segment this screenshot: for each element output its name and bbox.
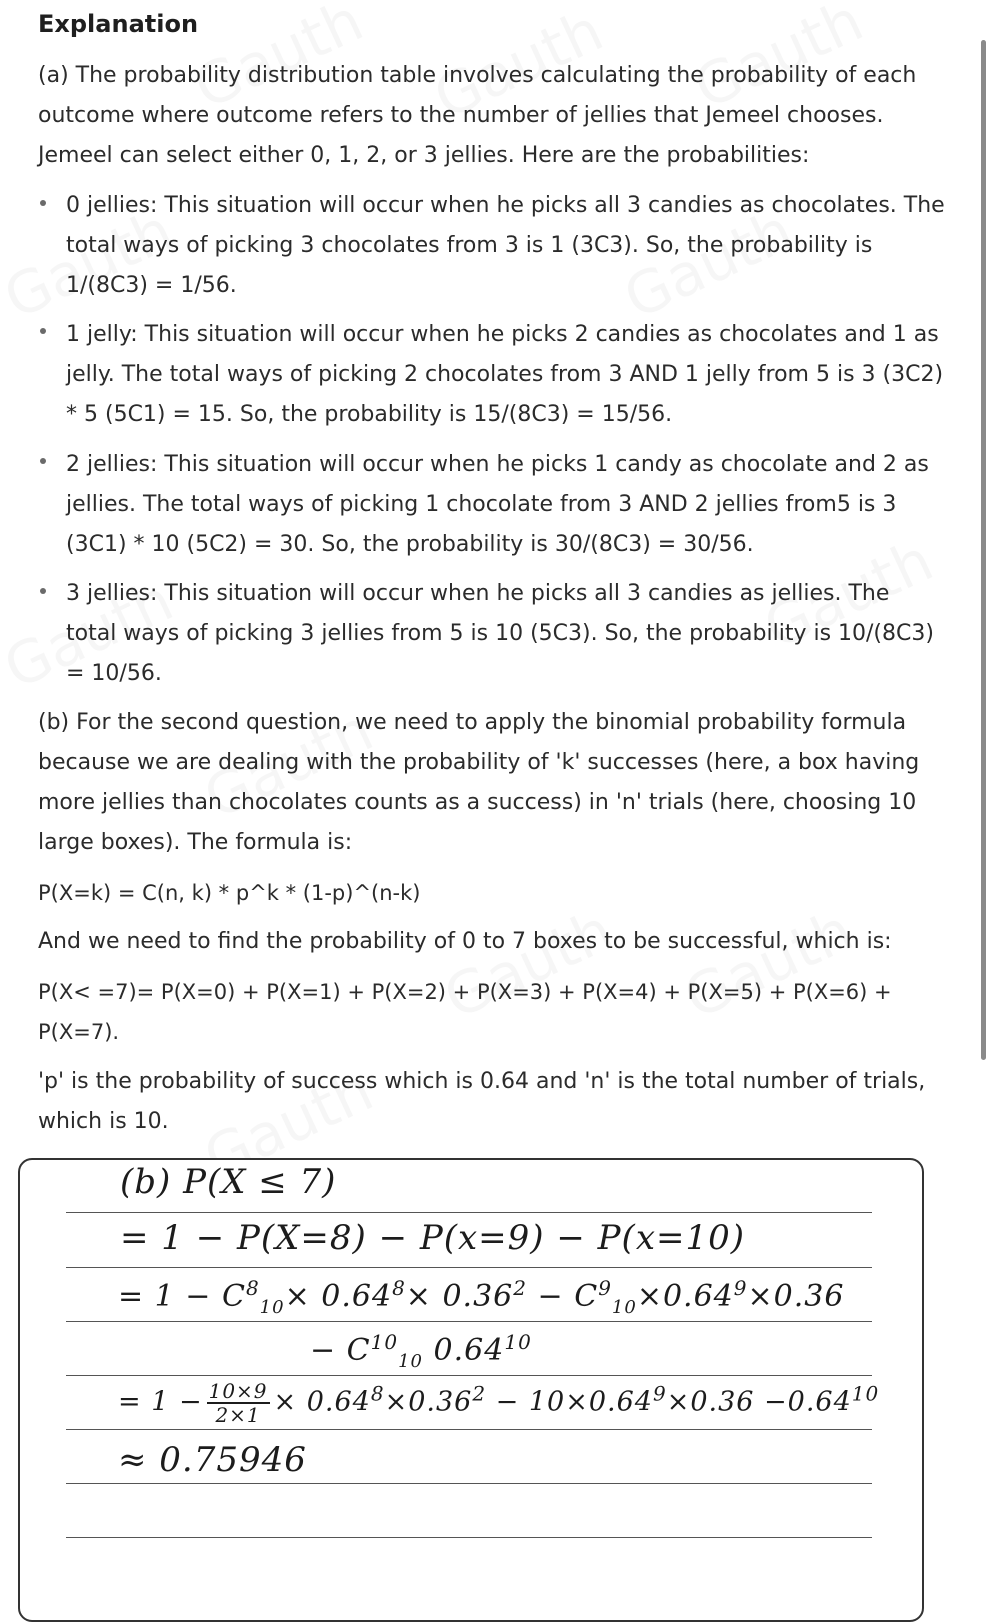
ruled-line	[66, 1537, 872, 1538]
part-b-find-text: And we need to find the probability of 0 to 7 boxes to be successful, which is:	[38, 929, 892, 954]
bullet-dot	[40, 328, 46, 334]
ruled-line	[66, 1483, 872, 1484]
ruled-line	[66, 1375, 872, 1376]
hand-line-4: − $C^{10}_{10}$ 0.64$^{10}$	[310, 1330, 532, 1372]
bullet-3-jellies: 3 jellies: This situation will occur when he picks all 3 candies as jellies. The total ways of picking 3 jellies from 5 is 10 (5C3). So, the probability is 10/(8C3) = 10/56.	[66, 581, 934, 686]
p-n-text: 'p' is the probability of success which is 0.64 and 'n' is the total number of trials, which is 10.	[38, 1069, 926, 1134]
bullet-1-jelly: 1 jelly: This situation will occur when he picks 2 candies as chocolates and 1 as jelly. The total ways of picking 2 chocolates from 3 AND 1 jelly from 5 is 3 (3C2) * 5 (5C1) = 15. So, the probability is 15/(8C3) = 15/56.	[66, 322, 944, 427]
bullet-0-jellies: 0 jellies: This situation will occur when he picks all 3 candies as chocolates. The total ways of picking 3 chocolates from 3 is 1 (3C3). So, the probability is 1/(8C3) = 1/56.	[66, 193, 945, 298]
scrollbar-thumb[interactable]	[981, 40, 986, 1060]
bullet-dot	[40, 588, 46, 594]
binomial-formula: P(X=k) = C(n, k) * p^k * (1-p)^(n-k)	[38, 881, 421, 905]
bullet-dot	[40, 200, 46, 206]
hand-line-6-result: ≈ 0.75946	[118, 1440, 307, 1480]
hand-line-3: = $1 - C^8_{10}\times 0.64^8\times 0.36^2 - C^9_{10}\times 0.64^9\times 0.36$	[118, 1276, 845, 1318]
bullet-2-jellies: 2 jellies: This situation will occur when he picks 1 candy as chocolate and 2 as jellies. The total ways of picking 1 chocolate from 3 AND 2 jellies from5 is 3 (3C1) * 10 (5C2) = 30. So, the probability is 30/(8C3) = 30/56.	[66, 452, 929, 557]
sum-formula: P(X< =7)= P(X=0) + P(X=1) + P(X=2) + P(X=3) + P(X=4) + P(X=5) + P(X=6) + P(X=7).	[38, 980, 892, 1044]
hand-line-2: = 1 − P(X=8) − P(x=9) − P(x=10)	[120, 1218, 746, 1258]
part-b-intro: (b) For the second question, we need to apply the binomial probability formula because we are dealing with the probability of 'k' successes (here, a box having more jellies than chocolates counts as a success) in 'n' trials (here, choosing 10 large boxes). The formula is:	[38, 710, 920, 855]
bullet-dot	[40, 458, 46, 464]
hand-line-5: = 1 − $\frac{10\times 9}{2\times 1}$ × $0.64^8\times 0.36^2 - 10\times 0.64^9\times 0.36 -0.64^{10}$	[118, 1379, 880, 1427]
part-a-intro: (a) The probability distribution table involves calculating the probability of each outcome where outcome refers to the number of jellies that Jemeel chooses. Jemeel can select either 0, 1, 2, or 3 jellies. Here are the probabilities:	[38, 63, 917, 168]
ruled-line	[66, 1321, 872, 1322]
hand-line-1: (b) P(X ≤ 7)	[120, 1162, 337, 1202]
explanation-heading: Explanation	[38, 10, 199, 38]
ruled-line	[66, 1267, 872, 1268]
ruled-line	[66, 1212, 872, 1213]
ruled-line	[66, 1429, 872, 1430]
